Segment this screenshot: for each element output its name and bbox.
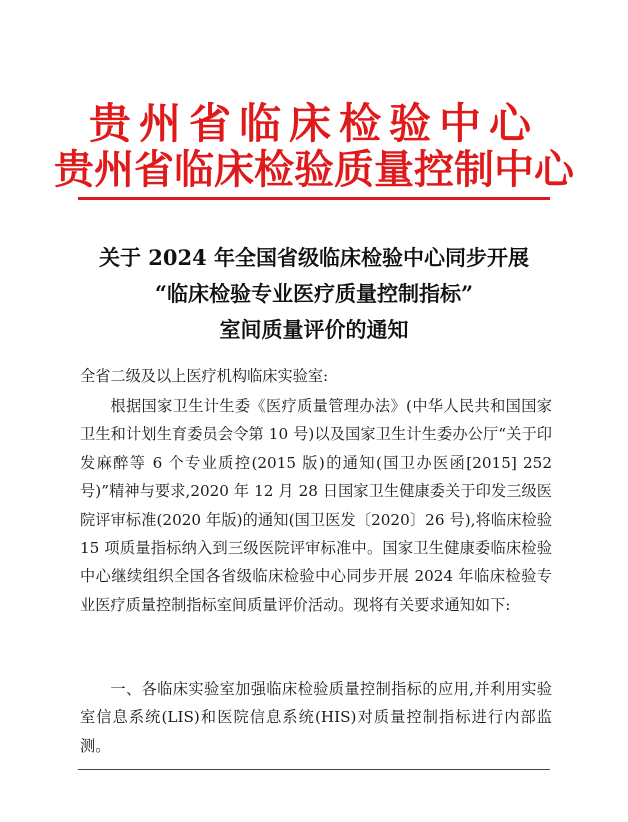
org-name-line-2: 贵州省临床检验质量控制中心 [54,146,574,193]
salutation-block [80,362,552,390]
org-name-line-1: 贵州省临床检验中心 [88,99,539,148]
salutation: 全省二级及以上医疗机构临床实验室: [80,367,329,385]
document-title-line-2: “临床检验专业医疗质量控制指标” [154,281,474,306]
paragraph-1-block [80,392,552,619]
document-title-line-1: 关于 2024 年全国省级临床检验中心同步开展 [98,245,530,270]
body-paragraph-1: 根据国家卫生计生委《医疗质量管理办法》(中华人民共和国国家卫生和计划生育委员会令第 10 号)以及国家卫生计生委办公厅“关于印发麻醉等 6 个专业质控(2015 版)的通知(国卫办医函[2015] 252 号)”精神与要求,2020 年 12 月 28 日国家卫生健康委关于印发三级医院评审标准(2020 年版)的通知(国卫医发〔2020〕26 号),将临床检验 15 项质量指标纳入到三级医院评审标准中。国家卫生健康委临床检验中心继续组织全国各省级临床检验中心同步开展 2024 年临床检验专业医疗质量控制指标室间质量评价活动。现将有关要求通知如下: [80,397,552,614]
document-title-line-3: 室间质量评价的通知 [219,317,409,342]
body-paragraph-2: 一、各临床实验室加强临床检验质量控制指标的应用,并利用实验室信息系统(LIS)和医院信息系统(HIS)对质量控制指标进行内部监测。 [80,680,552,755]
footer-divider-line [78,769,550,770]
paragraph-2-block [80,675,552,760]
red-divider-line [78,197,550,200]
